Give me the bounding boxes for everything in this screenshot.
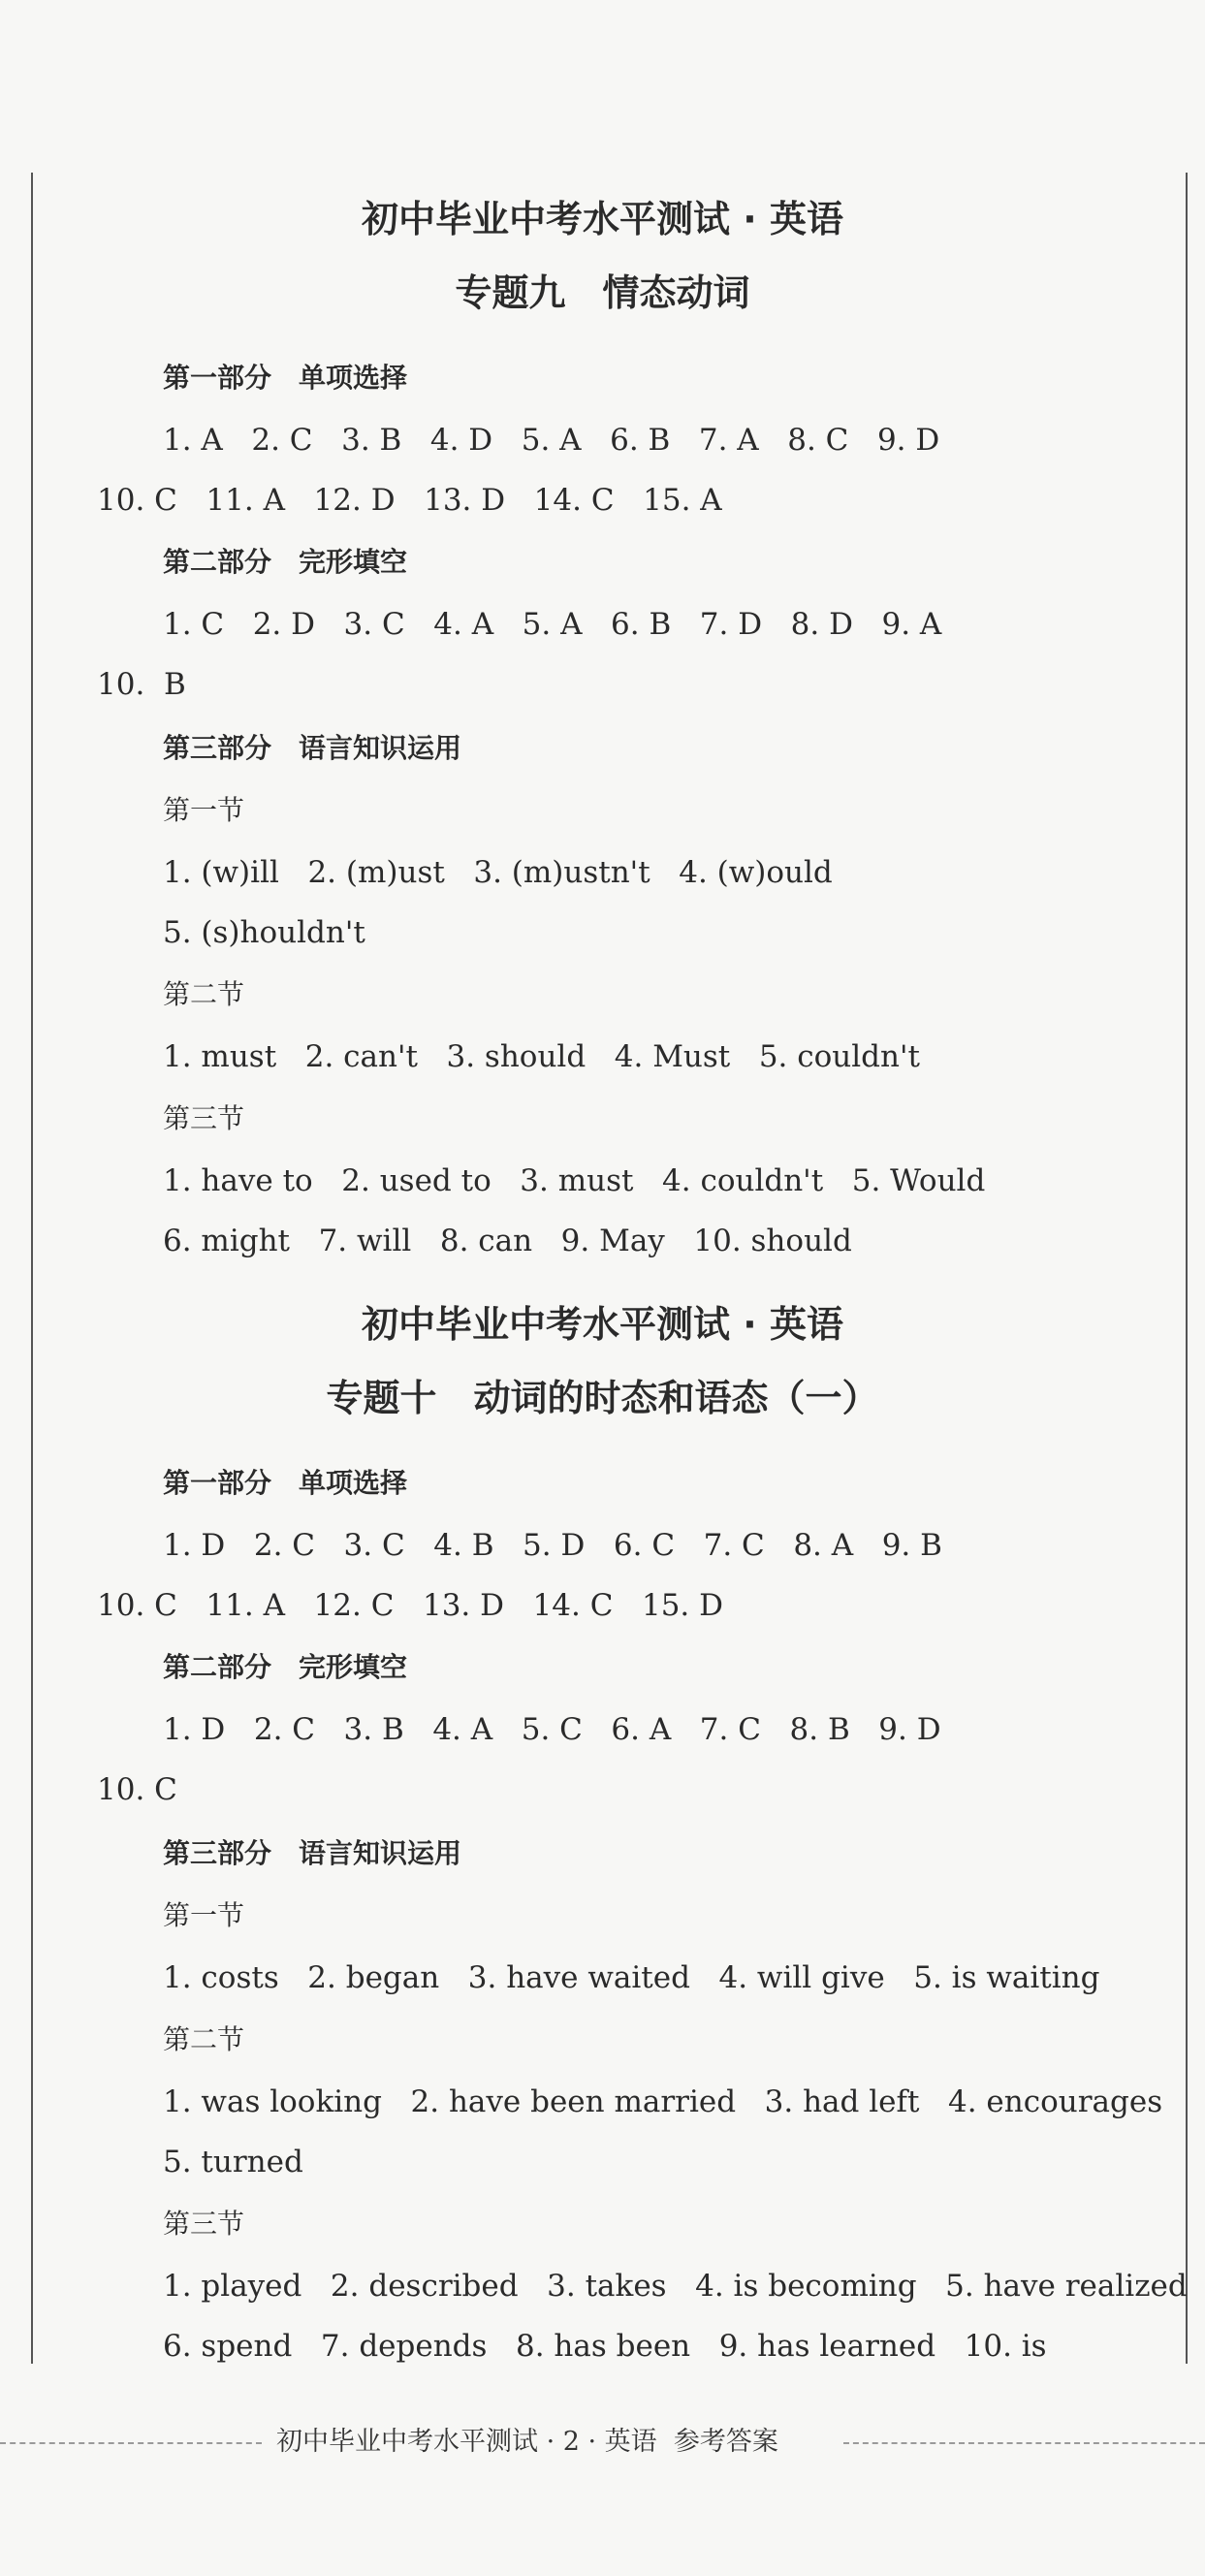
page-footer bbox=[0, 2419, 1205, 2467]
t10-part1-answers-1: 1. D 2. C 3. C 4. B 5. D 6. C 7. C 8. A 9. B bbox=[163, 1528, 942, 1563]
t9-sec3-answers-2: 6. might 7. will 8. can 9. May 10. should bbox=[163, 1224, 852, 1258]
t9-part1-answers-2: 10. C 11. A 12. D 13. D 14. C 15. A bbox=[97, 483, 722, 518]
t10-part1-answers-2: 10. C 11. A 12. C 13. D 14. C 15. D bbox=[97, 1588, 723, 1623]
footer-dashed-rule-left bbox=[0, 2442, 262, 2444]
t10-part3-heading: 第三部分 语言知识运用 bbox=[163, 1837, 462, 1869]
t10-part2-answers-2: 10. C bbox=[97, 1772, 177, 1807]
t9-sec1-answers-2: 5. (s)houldn't bbox=[163, 915, 365, 950]
t9-part1-heading: 第一部分 单项选择 bbox=[163, 362, 408, 394]
t9-sec2-answers: 1. must 2. can't 3. should 4. Must 5. couldn't bbox=[163, 1039, 920, 1074]
t10-sec2-label: 第二节 bbox=[163, 2023, 245, 2055]
t10-sec1-answers: 1. costs 2. began 3. have waited 4. will give 5. is waiting bbox=[163, 1960, 1100, 1995]
topic9-title: 初中毕业中考水平测试 · 英语 bbox=[362, 198, 843, 240]
left-margin-rule bbox=[31, 173, 33, 2364]
t10-part2-heading: 第二部分 完形填空 bbox=[163, 1651, 408, 1683]
t10-part1-heading: 第一部分 单项选择 bbox=[163, 1467, 408, 1499]
topic10-title: 初中毕业中考水平测试 · 英语 bbox=[362, 1303, 843, 1346]
t10-sec1-label: 第一节 bbox=[163, 1899, 245, 1931]
t10-sec2-answers-2: 5. turned bbox=[163, 2145, 303, 2179]
footer-text: 初中毕业中考水平测试 · 2 · 英语 参考答案 bbox=[276, 2427, 778, 2457]
t10-sec3-answers-2: 6. spend 7. depends 8. has been 9. has learned 10. is bbox=[163, 2329, 1047, 2364]
t10-sec3-label: 第三节 bbox=[163, 2208, 245, 2240]
t9-part1-answers-1: 1. A 2. C 3. B 4. D 5. A 6. B 7. A 8. C 9. D bbox=[163, 423, 940, 458]
footer-dashed-rule-right bbox=[843, 2442, 1205, 2444]
t9-part3-heading: 第三部分 语言知识运用 bbox=[163, 732, 462, 764]
t9-part2-heading: 第二部分 完形填空 bbox=[163, 546, 408, 578]
t9-sec3-answers-1: 1. have to 2. used to 3. must 4. couldn't 5. Would bbox=[163, 1163, 986, 1198]
topic10-subtitle: 专题十 动词的时态和语态（一） bbox=[326, 1377, 879, 1419]
t9-part2-answers-1: 1. C 2. D 3. C 4. A 5. A 6. B 7. D 8. D 9. A bbox=[163, 607, 942, 642]
t9-sec1-answers-1: 1. (w)ill 2. (m)ust 3. (m)ustn't 4. (w)ould bbox=[163, 855, 833, 890]
t9-sec2-label: 第二节 bbox=[163, 978, 245, 1010]
t9-sec3-label: 第三节 bbox=[163, 1102, 245, 1134]
t10-part2-answers-1: 1. D 2. C 3. B 4. A 5. C 6. A 7. C 8. B 9. D bbox=[163, 1712, 941, 1747]
t9-part2-answers-2: 10. B bbox=[97, 667, 186, 702]
t9-sec1-label: 第一节 bbox=[163, 794, 245, 826]
t10-sec2-answers-1: 1. was looking 2. have been married 3. had left 4. encourages bbox=[163, 2084, 1163, 2119]
t10-sec3-answers-1: 1. played 2. described 3. takes 4. is becoming 5. have realized bbox=[163, 2269, 1188, 2304]
topic9-subtitle: 专题九 情态动词 bbox=[455, 271, 750, 314]
